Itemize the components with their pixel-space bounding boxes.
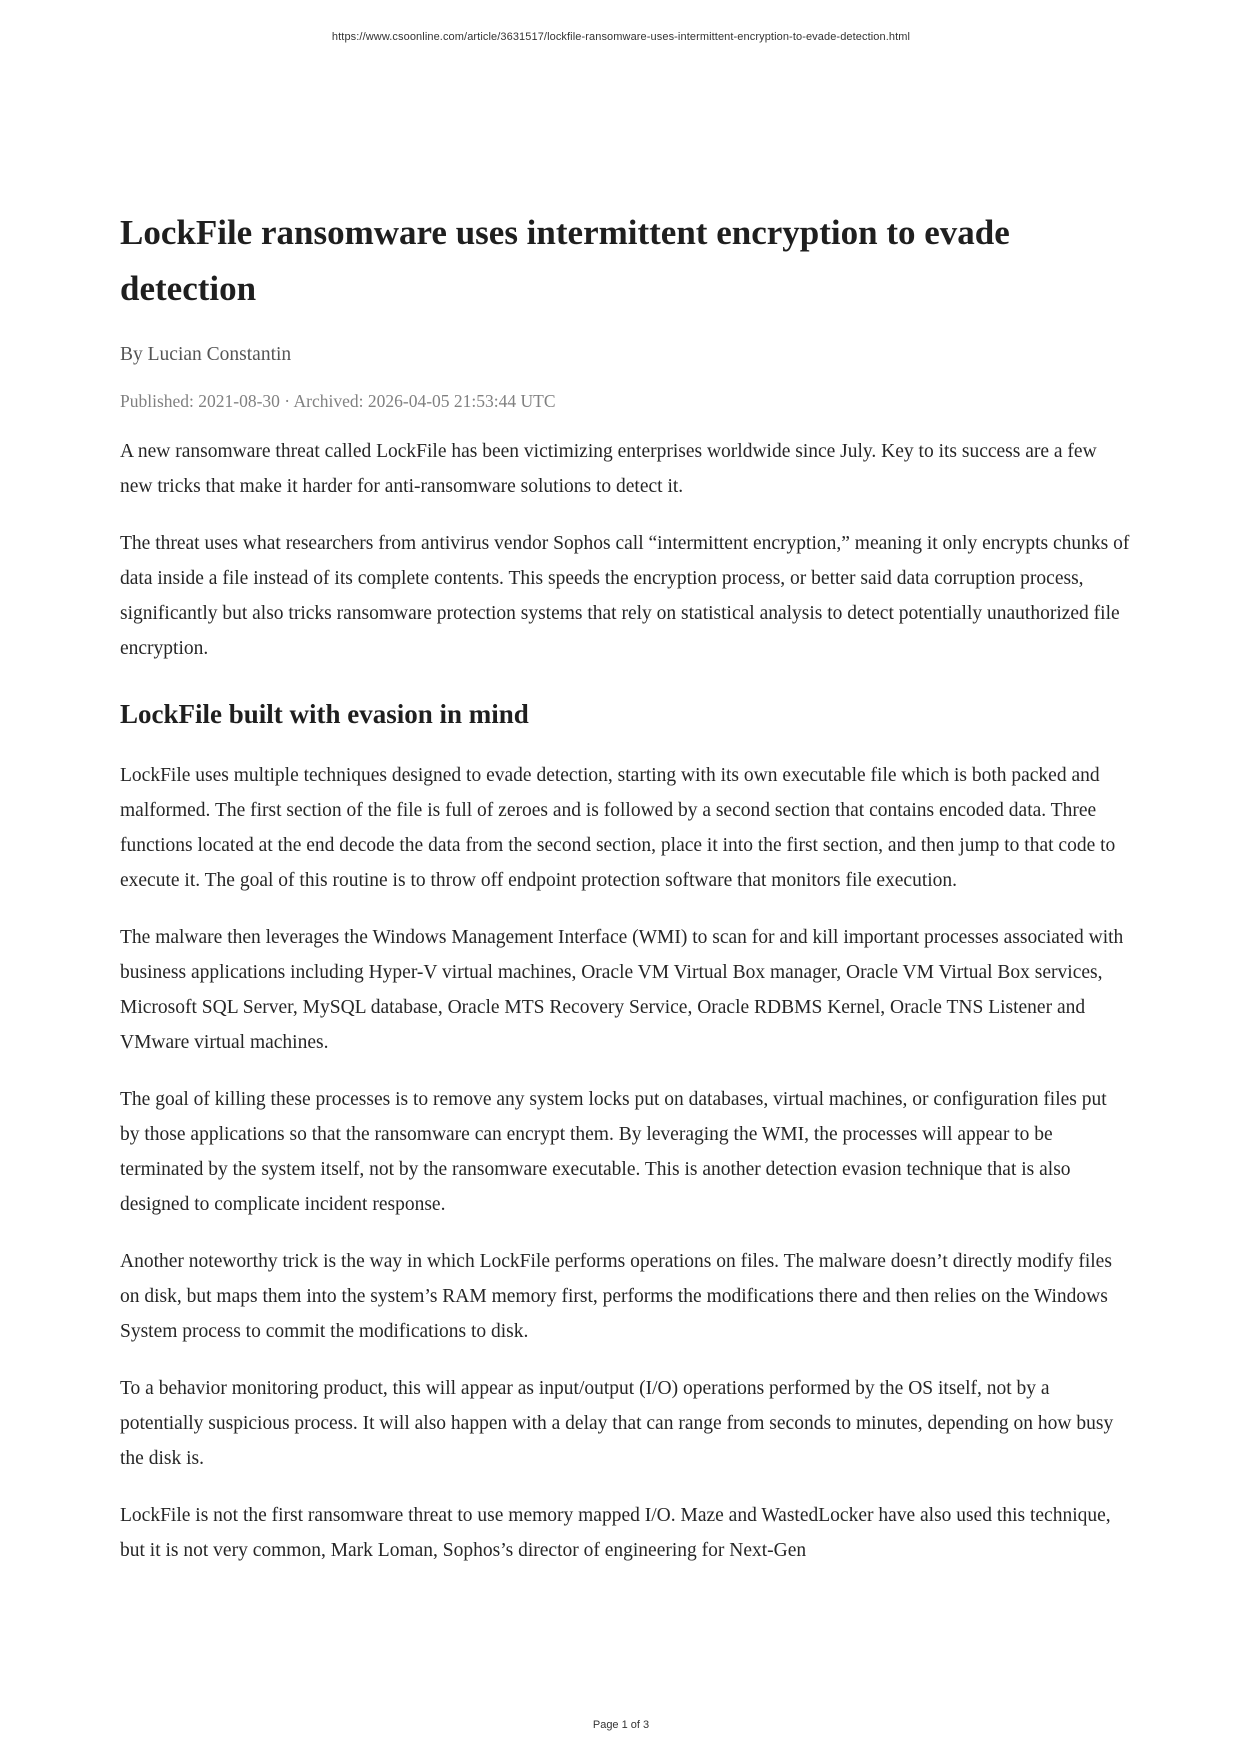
paragraph: LockFile is not the first ransomware threat to use memory mapped I/O. Maze and WastedLocker have also used this technique, but it is not very common, Mark Loman, Sophos’s director of engineering for Next-Gen — [120, 1505, 1111, 1561]
paragraph: The goal of killing these processes is to remove any system locks put on databases, virtual machines, or configuration files put by those applications so that the ransomware can encrypt them. By leveraging the WMI, the processes will appear to be terminated by the system itself, not by the ransomware executable. This is another detection evasion technique that is also designed to complicate incident response. — [120, 1089, 1107, 1215]
article-title: LockFile ransomware uses intermittent encryption to evade detection — [120, 213, 1010, 308]
page-number: Page 1 of 3 — [592, 1719, 650, 1731]
paragraph: A new ransomware threat called LockFile has been victimizing enterprises worldwide since July. Key to its success are a few new tricks that make it harder for anti-ransomware solutions to detect it. — [120, 441, 1097, 497]
source-url: https://www.csoonline.com/article/3631517/lockfile-ransomware-uses-intermittent-encryption-to-evade-detection.html — [331, 31, 911, 43]
paragraph: Another noteworthy trick is the way in which LockFile performs operations on files. The malware doesn’t directly modify files on disk, but maps them into the system’s RAM memory first, performs the modifications there and then relies on the Windows System process to commit the modifications to disk. — [120, 1251, 1112, 1342]
section-heading: LockFile built with evasion in mind — [120, 699, 529, 729]
paragraph: The threat uses what researchers from antivirus vendor Sophos call “intermittent encryption,” meaning it only encrypts chunks of data inside a file instead of its complete contents. This speeds the encryption process, or better said data corruption process, significantly but also tricks ransomware protection systems that rely on statistical analysis to detect potentially unauthorized file encryption. — [120, 533, 1130, 659]
paragraph: To a behavior monitoring product, this will appear as input/output (I/O) operations performed by the OS itself, not by a potentially suspicious process. It will also happen with a delay that can range from seconds to minutes, depending on how busy the disk is. — [120, 1378, 1114, 1469]
publication-meta: Published: 2021-08-30 · Archived: 2026-04-05 21:53:44 UTC — [120, 391, 556, 411]
article — [120, 205, 1130, 1568]
article-body — [120, 434, 1130, 1568]
paragraph: The malware then leverages the Windows Management Interface (WMI) to scan for and kill important processes associated with business applications including Hyper-V virtual machines, Oracle VM Virtual Box manager, Oracle VM Virtual Box services, Microsoft SQL Server, MySQL database, Oracle MTS Recovery Service, Oracle RDBMS Kernel, Oracle TNS Listener and VMware virtual machines. — [120, 927, 1124, 1053]
paragraph: LockFile uses multiple techniques designed to evade detection, starting with its own executable file which is both packed and malformed. The first section of the file is full of zeroes and is followed by a second section that contains encoded data. Three functions located at the end decode the data from the second section, place it into the first section, and then jump to that code to execute it. The goal of this routine is to throw off endpoint protection software that monitors file execution. — [120, 765, 1116, 891]
author-byline: By Lucian Constantin — [120, 344, 292, 365]
